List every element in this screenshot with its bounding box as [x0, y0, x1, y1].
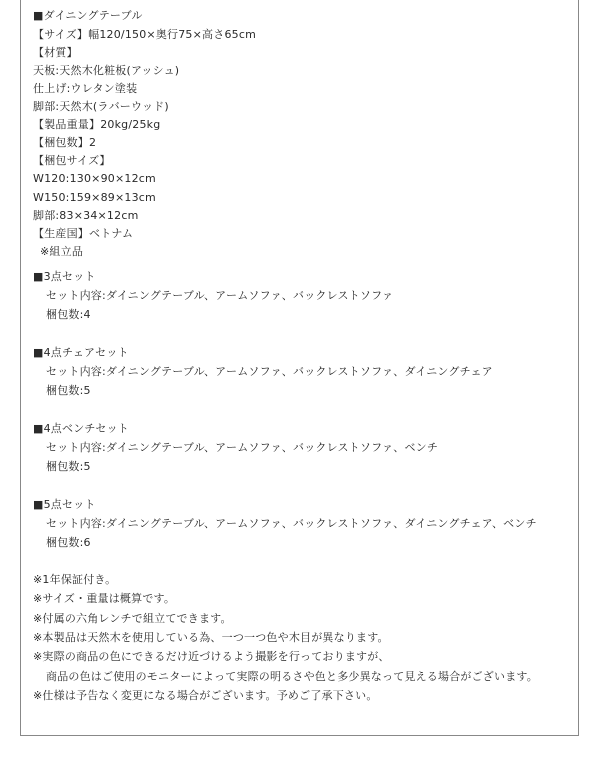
material-legs: 脚部:天然木(ラバーウッド)	[33, 100, 169, 113]
set-contents: セット内容:ダイニングテーブル、アームソファ、バックレストソファ	[46, 289, 394, 302]
table-heading: ■ダイニングテーブル	[33, 9, 143, 22]
set-packages: 梱包数:6	[46, 536, 91, 549]
assembly-note: ※組立品	[40, 245, 84, 258]
package-size-w120: W120:130×90×12cm	[33, 172, 156, 185]
note-wrench: ※付属の六角レンチで組立てできます。	[33, 612, 232, 625]
set-title: ■3点セット	[33, 270, 96, 283]
set-packages: 梱包数:5	[46, 384, 91, 397]
note-approx: ※サイズ・重量は概算です。	[33, 592, 176, 605]
package-size-legs: 脚部:83×34×12cm	[33, 209, 139, 222]
table-size: 【サイズ】幅120/150×奥行75×高さ65cm	[33, 28, 257, 41]
package-size-w150: W150:159×89×13cm	[33, 191, 156, 204]
note-natural-wood: ※本製品は天然木を使用している為、一つ一つ色や木目が異なります。	[33, 631, 389, 644]
note-warranty: ※1年保証付き。	[33, 573, 117, 586]
set-contents: セット内容:ダイニングテーブル、アームソファ、バックレストソファ、ベンチ	[46, 441, 439, 454]
note-color-2: 商品の色はご使用のモニターによって実際の明るさや色と多少異なって見える場合がございます。	[46, 670, 538, 683]
note-color-1: ※実際の商品の色にできるだけ近づけるよう撮影を行っておりますが、	[33, 650, 390, 663]
material-top: 天板:天然木化粧板(アッシュ)	[33, 64, 180, 77]
material-finish: 仕上げ:ウレタン塗装	[33, 82, 138, 95]
set-contents: セット内容:ダイニングテーブル、アームソファ、バックレストソファ、ダイニングチェア、ベンチ	[46, 517, 537, 530]
set-contents: セット内容:ダイニングテーブル、アームソファ、バックレストソファ、ダイニングチェア	[46, 365, 493, 378]
package-count: 【梱包数】2	[33, 136, 97, 149]
set-packages: 梱包数:4	[46, 308, 91, 321]
material-label: 【材質】	[33, 46, 78, 59]
product-weight: 【製品重量】20kg/25kg	[33, 118, 161, 131]
note-spec-change: ※仕様は予告なく変更になる場合がございます。予めご了承下さい。	[33, 689, 378, 702]
origin-country: 【生産国】ベトナム	[33, 227, 134, 240]
set-title: ■4点ベンチセット	[33, 422, 129, 435]
package-size-label: 【梱包サイズ】	[33, 154, 111, 167]
set-title: ■5点セット	[33, 498, 96, 511]
set-title: ■4点チェアセット	[33, 346, 129, 359]
set-packages: 梱包数:5	[46, 460, 91, 473]
